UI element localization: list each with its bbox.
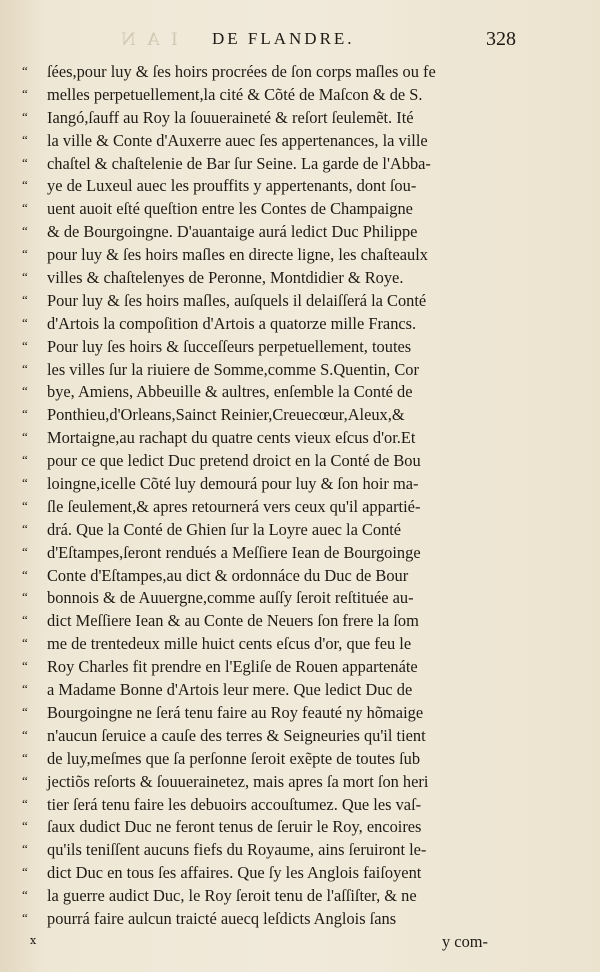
quotation-mark: “ xyxy=(22,635,28,651)
quotation-mark: “ xyxy=(22,658,28,674)
quotation-mark: “ xyxy=(22,772,28,788)
quotation-mark: “ xyxy=(22,841,28,857)
line-text: pourrá faire aulcun traicté auecq leſdicts Anglois ſans xyxy=(47,908,397,928)
line-text: bonnois & de Auuergne,comme auſſy ſeroit reſtituée au- xyxy=(47,588,414,608)
text-line xyxy=(22,337,522,360)
line-text: bye, Amiens, Abbeuille & aultres, enſemble la Conté de xyxy=(47,382,413,402)
text-line xyxy=(22,222,522,245)
line-text: Iangó,ſauff au Roy la ſouueraineté & reſort ſeulemẽt. Ité xyxy=(47,107,414,127)
line-text: & de Bourgoingne. D'auantaige aurá ledict Duc Philippe xyxy=(47,222,418,242)
quotation-mark: “ xyxy=(22,291,28,307)
quotation-mark: “ xyxy=(22,246,28,262)
line-text: ſées,pour luy & ſes hoirs procrées de ſon corps maſles ou fe xyxy=(47,62,436,81)
quotation-mark: “ xyxy=(22,566,28,582)
text-line xyxy=(22,795,522,818)
quotation-mark: “ xyxy=(22,497,28,513)
catchword-row xyxy=(22,932,522,954)
line-text: jectiõs reſorts & ſouuerainetez, mais apres ſa mort ſon heri xyxy=(47,771,429,791)
line-text: loingne,icelle Cõté luy demourá pour luy & ſon hoir ma- xyxy=(47,474,419,494)
line-text: dict Meſſiere Iean & au Conte de Neuers ſon frere la ſom xyxy=(47,611,419,631)
quotation-mark: “ xyxy=(22,200,28,216)
line-text: d'Eſtampes,ſeront rendués a Meſſiere Iean de Bourgoinge xyxy=(47,542,421,562)
text-line xyxy=(22,634,522,657)
text-line xyxy=(22,863,522,886)
text-line xyxy=(22,909,522,932)
line-text: qu'ils teniſſent aucuns fiefs du Royaume, ains ſeruiront le- xyxy=(47,840,427,860)
line-text: me de trentedeux mille huict cents eſcus d'or, que feu le xyxy=(47,634,412,654)
line-text: drá. Que la Conté de Ghien ſur la Loyre auec la Conté xyxy=(47,519,402,539)
quotation-mark: “ xyxy=(22,131,28,147)
text-line xyxy=(22,817,522,840)
text-line xyxy=(22,154,522,177)
quotation-mark: “ xyxy=(22,543,28,559)
quotation-mark: “ xyxy=(22,795,28,811)
line-text: ſaux dudict Duc ne feront tenus de ſeruir le Roy, encoires xyxy=(47,817,422,837)
text-line xyxy=(22,360,522,383)
text-line xyxy=(22,291,522,314)
text-line xyxy=(22,726,522,749)
page-number: 328 xyxy=(486,28,516,50)
text-line xyxy=(22,85,522,108)
text-line xyxy=(22,474,522,497)
quotation-mark: “ xyxy=(22,475,28,491)
quotation-mark: “ xyxy=(22,726,28,742)
line-text: villes & chaſtelenyes de Peronne, Montdidier & Roye. xyxy=(47,268,404,288)
quotation-mark: “ xyxy=(22,177,28,193)
line-text: Conte d'Eſtampes,au dict & ordonnáce du Duc de Bour xyxy=(47,565,409,585)
quotation-mark: “ xyxy=(22,154,28,170)
quotation-mark: “ xyxy=(22,864,28,880)
text-line xyxy=(22,131,522,154)
quotation-mark: “ xyxy=(22,360,28,376)
text-line xyxy=(22,451,522,474)
text-line xyxy=(22,428,522,451)
text-line xyxy=(22,611,522,634)
quotation-mark: “ xyxy=(22,269,28,285)
text-line xyxy=(22,840,522,863)
quotation-mark: “ xyxy=(22,520,28,536)
quotation-mark: “ xyxy=(22,612,28,628)
line-text: d'Artois la compoſition d'Artois a quatorze mille Francs. xyxy=(47,313,417,333)
quotation-mark: “ xyxy=(22,314,28,330)
quotation-mark: “ xyxy=(22,818,28,834)
line-text: Pour luy ſes hoirs & ſucceſſeurs perpetuellement, toutes xyxy=(47,336,412,356)
text-block xyxy=(22,62,522,954)
text-line xyxy=(22,268,522,291)
text-line xyxy=(22,588,522,611)
line-text: tier ſerá tenu faire les debuoirs accouſtumez. Que les vaſ- xyxy=(47,794,422,814)
quotation-mark: “ xyxy=(22,85,28,101)
line-text: la ville & Conte d'Auxerre auec ſes appertenances, la ville xyxy=(47,130,428,150)
line-text: pour luy & ſes hoirs maſles en directe ligne, les chaſteaulx xyxy=(47,245,428,265)
text-line xyxy=(22,886,522,909)
quotation-mark: “ xyxy=(22,223,28,239)
quotation-mark: “ xyxy=(22,703,28,719)
line-text: Pour luy & ſes hoirs maſles, auſquels il delaiſſerá la Conté xyxy=(47,290,427,310)
line-text: Roy Charles fit prendre en l'Egliſe de Rouen appartenáte xyxy=(47,657,418,677)
text-line xyxy=(22,405,522,428)
line-text: Mortaigne,au rachapt du quatre cents vieux eſcus d'or.Et xyxy=(47,428,416,448)
quotation-mark: “ xyxy=(22,681,28,697)
text-line xyxy=(22,176,522,199)
text-line xyxy=(22,520,522,543)
quotation-mark: “ xyxy=(22,887,28,903)
text-line xyxy=(22,245,522,268)
text-line xyxy=(22,382,522,405)
show-through-text: I A N xyxy=(118,30,178,50)
quotation-mark: “ xyxy=(22,108,28,124)
text-line xyxy=(22,657,522,680)
quotation-mark: “ xyxy=(22,337,28,353)
line-text: chaſtel & chaſtelenie de Bar ſur Seine. La garde de l'Abba- xyxy=(47,153,431,173)
quotation-mark: “ xyxy=(22,429,28,445)
running-title: DE FLANDRE. xyxy=(212,29,355,48)
line-text: a Madame Bonne d'Artois leur mere. Que ledict Duc de xyxy=(47,680,413,700)
text-line xyxy=(22,749,522,772)
text-line xyxy=(22,566,522,589)
line-text: la guerre audict Duc, le Roy ſeroit tenu de l'aſſiſter, & ne xyxy=(47,886,417,906)
line-text: les villes ſur la riuiere de Somme,comme S.Quentin, Cor xyxy=(47,359,419,379)
line-text: melles perpetuellement,la cité & Cõté de Maſcon & de S. xyxy=(47,84,423,104)
text-line xyxy=(22,314,522,337)
line-text: Ponthieu,d'Orleans,Sainct Reinier,Creuecœur,Aleux,& xyxy=(47,405,405,425)
line-text: dict Duc en tous ſes affaires. Que ſy les Anglois faiſoyent xyxy=(47,863,422,883)
quotation-mark: “ xyxy=(22,63,28,78)
line-text: de luy,meſmes que ſa perſonne ſeroit exẽpte de toutes ſub xyxy=(47,748,421,768)
text-line xyxy=(22,199,522,222)
quotation-mark: “ xyxy=(22,749,28,765)
text-line xyxy=(22,497,522,520)
quotation-mark: “ xyxy=(22,383,28,399)
line-text: pour ce que ledict Duc pretend droict en la Conté de Bou xyxy=(47,451,421,471)
text-line xyxy=(22,703,522,726)
page-header xyxy=(0,28,600,54)
line-text: ye de Luxeul auec les prouffits y appertenants, dont ſou- xyxy=(47,176,417,196)
text-line xyxy=(22,108,522,131)
line-text: uent auoit eſté queſtion entre les Contes de Champaigne xyxy=(47,199,413,219)
line-text: Bourgoingne ne ſerá tenu faire au Roy feauté ny hõmaige xyxy=(47,702,424,722)
catch-mark: x xyxy=(30,933,37,947)
line-text: n'aucun ſeruice a cauſe des terres & Seigneuries qu'il tient xyxy=(47,725,426,745)
text-line xyxy=(22,543,522,566)
line-text: ſle ſeulement,& apres retournerá vers ceux qu'il appartié- xyxy=(47,496,421,516)
quotation-mark: “ xyxy=(22,452,28,468)
catchword: y com- xyxy=(442,931,488,951)
text-line xyxy=(22,680,522,703)
quotation-mark: “ xyxy=(22,589,28,605)
quotation-mark: “ xyxy=(22,406,28,422)
text-line xyxy=(22,772,522,795)
text-line xyxy=(22,62,522,85)
quotation-mark: “ xyxy=(22,909,28,925)
